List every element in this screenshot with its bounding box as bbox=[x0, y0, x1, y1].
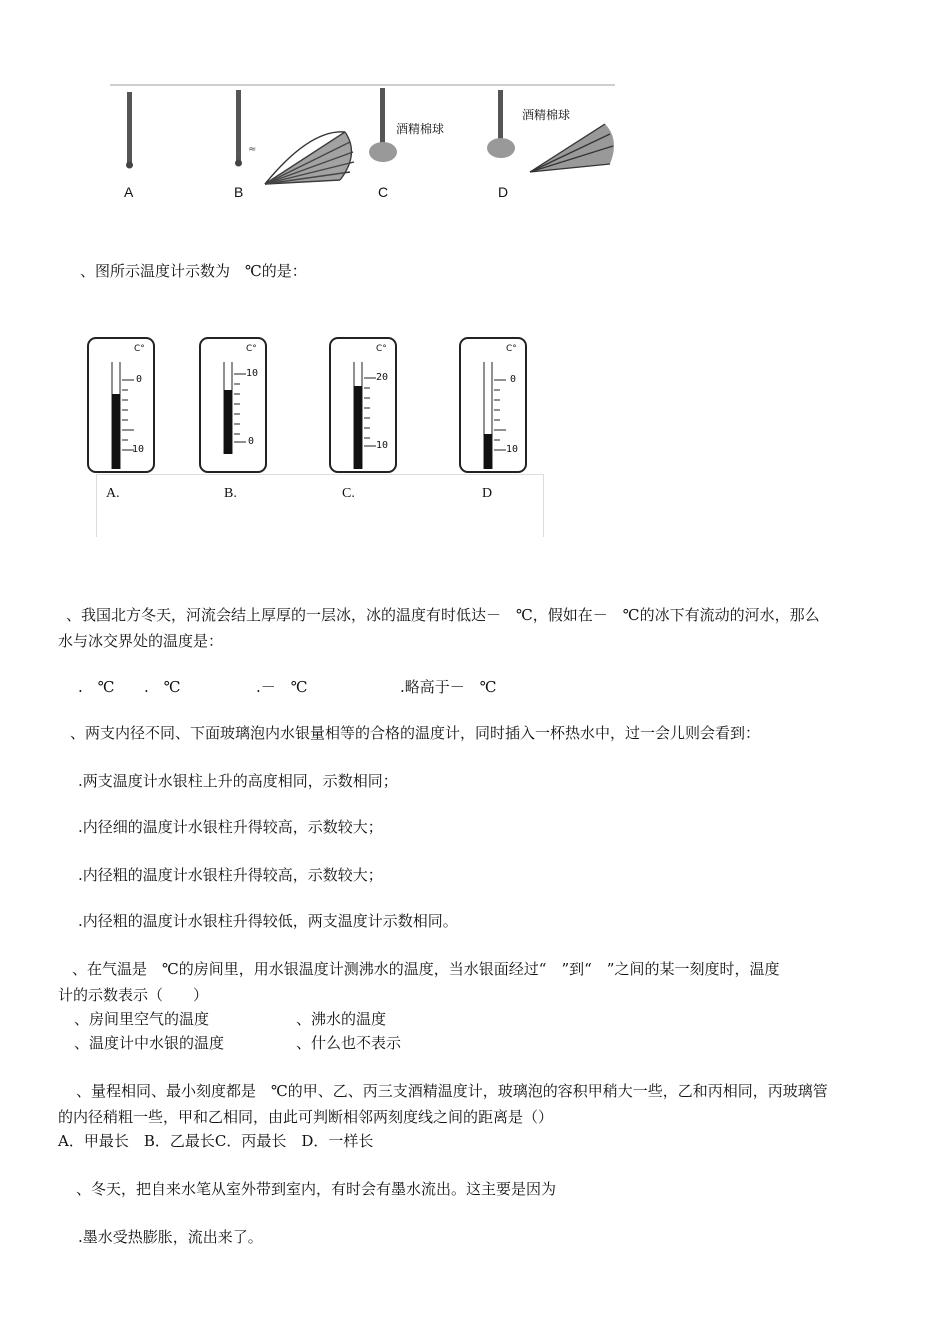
scale-d-top: 0 bbox=[510, 374, 517, 385]
scale-c-top: 20 bbox=[376, 372, 389, 383]
cotton-label-d: 酒精棉球 bbox=[522, 108, 571, 122]
question-ice-line1: 、我国北方冬天，河流会结上厚厚的一层冰，冰的温度有时低达－ ℃，假如在－ ℃的冰下有流动的河水，那么 bbox=[66, 606, 820, 624]
question-alcohol-line2: 的内径稍粗一些，甲和乙相同，由此可判断相邻两刻度线之间的距离是（） bbox=[58, 1108, 554, 1126]
boiling-choice-a: 、房间里空气的温度 bbox=[74, 1010, 210, 1028]
boiling-choice-b: 、沸水的温度 bbox=[296, 1010, 387, 1028]
question-boiling-line2: 计的示数表示（ ） bbox=[58, 986, 209, 1004]
unit-label-c: C° bbox=[376, 344, 387, 354]
question-two-thermometers: 、两支内径不同、下面玻璃泡内水银量相等的合格的温度计，同时插入一杯热水中，过一会儿则会看到： bbox=[70, 724, 761, 742]
figure-thermometer-options bbox=[82, 334, 544, 538]
option-letter-b: B. bbox=[224, 486, 237, 501]
two-therm-choice-c: .内径粗的温度计水银柱升得较高，示数较大； bbox=[78, 866, 383, 884]
two-therm-choice-b: .内径细的温度计水银柱升得较高，示数较大； bbox=[78, 818, 383, 836]
unit-label-d: C° bbox=[506, 344, 517, 354]
scale-a-bottom: 10 bbox=[132, 444, 145, 455]
pen-choice-a: .墨水受热膨胀，流出来了。 bbox=[78, 1228, 263, 1246]
options-box bbox=[96, 474, 544, 537]
unit-label-a: C° bbox=[134, 344, 145, 354]
ice-choice-b: . ℃ bbox=[144, 678, 181, 696]
cotton-label-c: 酒精棉球 bbox=[396, 122, 445, 136]
fig1-label-b: B bbox=[234, 184, 244, 200]
scale-d-bottom: 10 bbox=[506, 444, 519, 455]
option-letter-c: C. bbox=[342, 486, 355, 501]
fig1-label-a: A bbox=[124, 184, 134, 200]
question-pen: 、冬天，把自来水笔从室外带到室内，有时会有墨水流出。这主要是因为 bbox=[76, 1180, 557, 1198]
option-letter-a: A. bbox=[106, 486, 120, 501]
question-boiling-line1: 、在气温是 ℃的房间里，用水银温度计测沸水的温度，当水银面经过“ ”到“ ”之间的某一刻度时，温度 bbox=[72, 960, 780, 978]
question-ice-line2: 水与冰交界处的温度是： bbox=[58, 632, 224, 650]
alcohol-choices: A．甲最长 B．乙最长C．丙最长 D．一样长 bbox=[58, 1132, 374, 1150]
figure-thermometers-fan bbox=[110, 84, 615, 209]
two-therm-choice-d: .内径粗的温度计水银柱升得较低，两支温度计示数相同。 bbox=[78, 912, 458, 930]
fig1-label-c: C bbox=[378, 184, 389, 200]
boiling-choice-d: 、什么也不表示 bbox=[296, 1034, 402, 1052]
ice-choice-d: .略高于－ ℃ bbox=[400, 678, 497, 696]
scale-b-bottom: 0 bbox=[248, 436, 255, 447]
question-alcohol-line1: 、量程相同、最小刻度都是 ℃的甲、乙、丙三支酒精温度计，玻璃泡的容积甲稍大一些，乙和丙相同，丙玻璃管 bbox=[76, 1082, 828, 1100]
scale-b-top: 10 bbox=[246, 368, 259, 379]
two-therm-choice-a: .两支温度计水银柱上升的高度相同，示数相同； bbox=[78, 772, 398, 790]
option-letter-d: D bbox=[482, 486, 493, 501]
fig1-label-d: D bbox=[498, 184, 509, 200]
thermometers-drawing bbox=[82, 334, 544, 479]
figure-drawing bbox=[110, 84, 615, 209]
svg-text:≈: ≈ bbox=[248, 144, 257, 155]
boiling-choice-c: 、温度计中水银的温度 bbox=[74, 1034, 225, 1052]
ice-choice-c: .－ ℃ bbox=[256, 678, 308, 696]
scale-c-bottom: 10 bbox=[376, 440, 389, 451]
scale-a-top: 0 bbox=[136, 374, 143, 385]
question-thermometer-reading: 、图所示温度计示数为 ℃的是： bbox=[80, 262, 307, 280]
ice-choice-a: . ℃ bbox=[78, 678, 115, 696]
unit-label-b: C° bbox=[246, 344, 257, 354]
